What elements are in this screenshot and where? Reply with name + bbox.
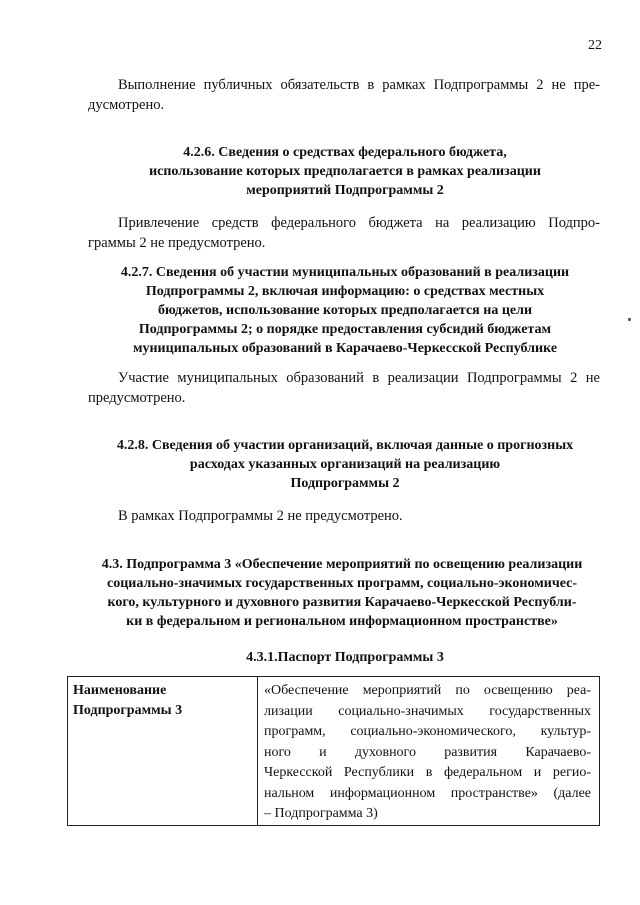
- passport-table: [67, 676, 600, 826]
- heading-line: использование которых предполагается в рамках реализации: [149, 164, 541, 179]
- heading-line: Подпрограммы 2, включая информацию: о средствах местных: [145, 284, 545, 299]
- page-number: 22: [588, 38, 602, 53]
- table-cell-value: [258, 677, 599, 825]
- label-line: Наименование: [73, 683, 167, 698]
- heading-line: Подпрограммы 2; о порядке предоставления субсидий бюджетам: [138, 322, 552, 337]
- section-heading-4-3: [72, 555, 612, 631]
- heading-line: 4.2.8. Сведения об участии организаций, включая данные о прогнозных: [116, 438, 574, 453]
- section-heading-4-2-6: [80, 143, 610, 200]
- section-4-2-7-body: [88, 368, 600, 408]
- heading-line: ки в федеральном и региональном информационном пространстве»: [126, 614, 558, 629]
- value-line: ного и духовного развития Карачаево-: [264, 744, 591, 760]
- heading-line: мероприятий Подпрограммы 2: [246, 183, 444, 198]
- label-line: Подпрограммы 3: [73, 703, 183, 718]
- heading-line: муниципальных образований в Карачаево-Черкесской Республике: [132, 341, 558, 356]
- heading-line: 4.2.7. Сведения об участии муниципальных образований в реализации: [120, 265, 570, 280]
- heading-line: 4.3. Подпрограмма 3 «Обеспечение мероприятий по освещению реализации: [101, 557, 583, 572]
- text-line: Участие муниципальных образований в реализации Подпрограммы 2 не: [118, 370, 600, 386]
- heading-line: бюджетов, использование которых предполагается на цели: [157, 303, 533, 318]
- text-line: граммы 2 не предусмотрено.: [88, 235, 266, 251]
- value-line: нальном информационном пространстве» (далее: [264, 785, 591, 801]
- section-4-2-8-body: [88, 506, 600, 526]
- heading-line: социально-значимых государственных программ, социально-экономичес-: [107, 576, 577, 591]
- table-cell-label: [68, 677, 258, 825]
- heading-line: 4.2.6. Сведения о средствах федерального бюджета,: [183, 145, 507, 160]
- section-heading-4-2-8: [80, 436, 610, 493]
- text-line: предусмотрено.: [88, 390, 186, 406]
- heading-line: Подпрограммы 2: [290, 476, 400, 491]
- scan-speck: [628, 318, 631, 321]
- value-line: – Подпрограмма 3): [264, 806, 378, 821]
- value-line: лизации социально-значимых государственных: [264, 703, 591, 719]
- heading-line: кого, культурного и духовного развития Карачаево-Черкесской Республи-: [107, 595, 577, 610]
- value-line: программ, социально-экономического, культур-: [264, 724, 591, 739]
- section-4-2-6-body: [88, 213, 600, 253]
- text-line: Выполнение публичных обязательств в рамках Подпрограммы 2 не пре-: [118, 77, 600, 93]
- value-line: Черкесской Республики в федеральном и регио-: [264, 765, 591, 780]
- text-line: Привлечение средств федерального бюджета на реализацию Подпро-: [118, 215, 600, 231]
- heading-line: расходах указанных организаций на реализацию: [189, 457, 501, 472]
- section-heading-4-2-7: [80, 263, 610, 358]
- text-line: дусмотрено.: [88, 97, 165, 113]
- value-line: «Обеспечение мероприятий по освещению реа-: [264, 683, 591, 698]
- text-line: В рамках Подпрограммы 2 не предусмотрено.: [118, 508, 403, 524]
- section-heading-4-3-1: 4.3.1.Паспорт Подпрограммы 3: [246, 650, 444, 665]
- intro-paragraph: [88, 75, 600, 115]
